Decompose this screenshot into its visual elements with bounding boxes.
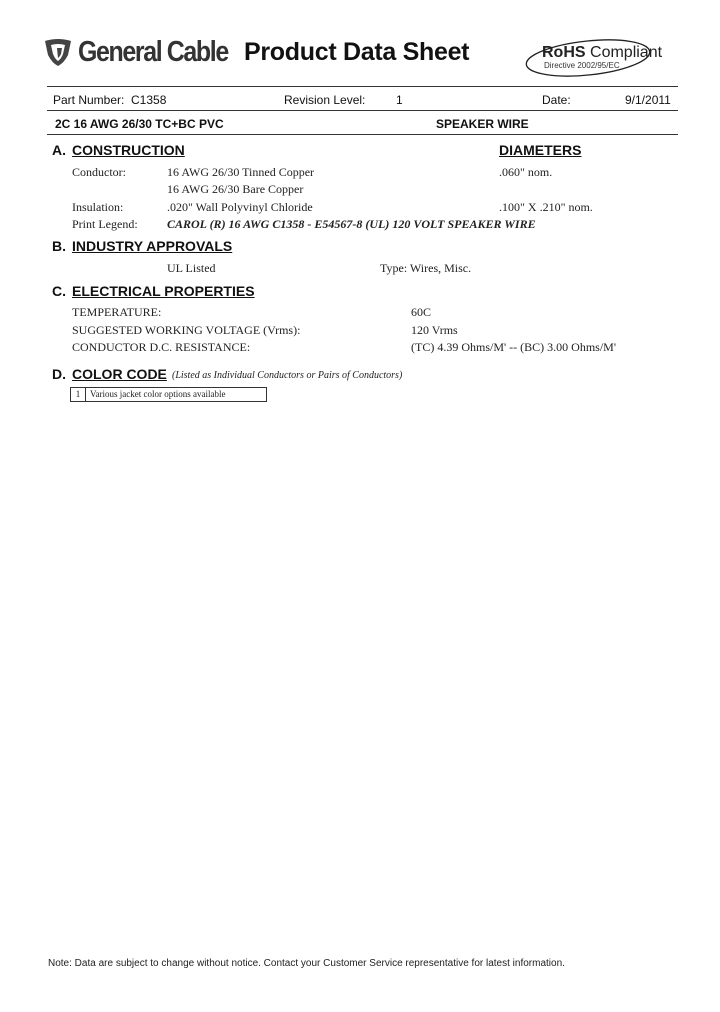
insulation-label: Insulation: (72, 200, 124, 214)
approval-listing: UL Listed (167, 261, 216, 275)
product-category: SPEAKER WIRE (436, 117, 529, 131)
voltage-label: SUGGESTED WORKING VOLTAGE (Vrms): (72, 323, 301, 337)
date-value: 9/1/2011 (625, 93, 671, 107)
page-title: Product Data Sheet (244, 38, 470, 66)
conductor-1-diameter: .060" nom. (499, 165, 553, 179)
resistance-value: (TC) 4.39 Ohms/M' -- (BC) 3.00 Ohms/M' (411, 340, 616, 354)
color-code-row (70, 387, 267, 402)
color-code-row-text: Various jacket color options available (90, 389, 226, 399)
section-b-letter: B. (52, 238, 66, 254)
part-number-value: C1358 (131, 93, 167, 107)
divider (47, 86, 678, 87)
footer-note: Note: Data are subject to change without notice. Contact your Customer Service representative for latest information. (48, 958, 565, 969)
rohs-directive: Directive 2002/95/EC (544, 61, 620, 70)
section-c-letter: C. (52, 283, 66, 299)
approval-type: Type: Wires, Misc. (380, 261, 472, 275)
part-number-label: Part Number: (53, 93, 125, 107)
product-description: 2C 16 AWG 26/30 TC+BC PVC (55, 117, 224, 131)
section-d-title: COLOR CODE (72, 366, 167, 382)
print-legend-value: CAROL (R) 16 AWG C1358 - E54567-8 (UL) 120 VOLT SPEAKER WIRE (167, 217, 536, 231)
temperature-value: 60C (411, 305, 432, 319)
temperature-label: TEMPERATURE: (72, 305, 162, 319)
color-code-note: (Listed as Individual Conductors or Pairs of Conductors) (172, 370, 403, 381)
diameters-title: DIAMETERS (499, 142, 582, 158)
print-legend-label: Print Legend: (72, 217, 138, 231)
resistance-label: CONDUCTOR D.C. RESISTANCE: (72, 340, 251, 354)
rohs-label: RoHS Compliant (542, 44, 663, 61)
voltage-value: 120 Vrms (411, 323, 458, 337)
section-a-letter: A. (52, 142, 66, 158)
general-cable-logo-icon (42, 36, 74, 68)
divider (47, 110, 678, 111)
divider (47, 134, 678, 135)
insulation-diameter: .100" X .210" nom. (499, 200, 593, 214)
conductor-1: 16 AWG 26/30 Tinned Copper (167, 165, 315, 179)
section-c-title: ELECTRICAL PROPERTIES (72, 283, 255, 299)
insulation-value: .020" Wall Polyvinyl Chloride (167, 200, 313, 214)
brand-logo (42, 34, 252, 70)
section-a-title: CONSTRUCTION (72, 142, 185, 158)
conductor-label: Conductor: (72, 165, 126, 179)
brand-name: General Cable (78, 35, 228, 68)
revision-label: Revision Level: (284, 93, 366, 107)
date-label: Date: (542, 93, 571, 107)
section-d-letter: D. (52, 366, 66, 382)
revision-value: 1 (396, 93, 403, 107)
color-code-row-number: 1 (71, 388, 86, 401)
section-b-title: INDUSTRY APPROVALS (72, 238, 233, 254)
conductor-2: 16 AWG 26/30 Bare Copper (167, 182, 304, 196)
